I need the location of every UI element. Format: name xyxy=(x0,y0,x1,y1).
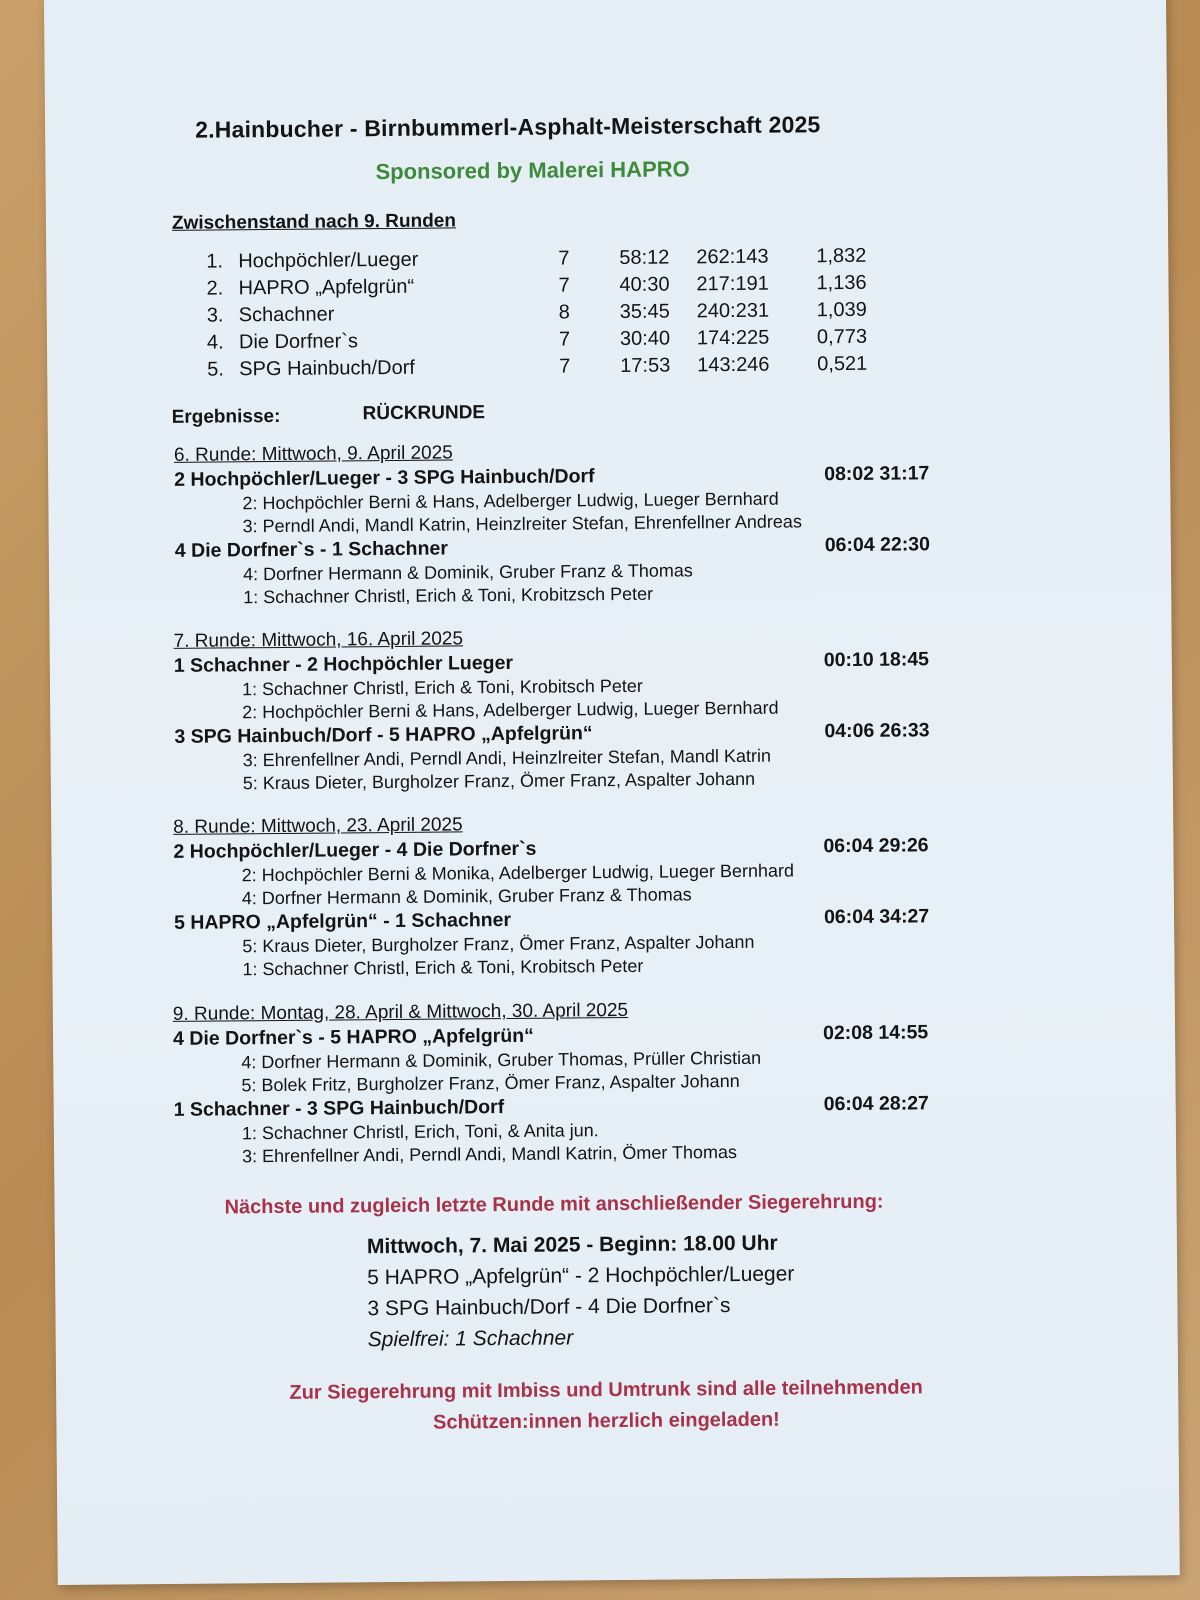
match-result: 06:04 28:27 xyxy=(823,1092,929,1116)
match xyxy=(173,834,974,912)
match-pairing: 4 Die Dorfner`s - 1 Schachner xyxy=(174,537,448,562)
ratio: 1,039 xyxy=(816,298,867,322)
team-lineup: 1: Schachner Christl, Erich, Toni, & Anita jun. xyxy=(241,1120,599,1144)
document-title: 2.Hainbucher - Birnbummerl-Asphalt-Meisterschaft 2025 xyxy=(195,111,821,143)
team-lineup: 4: Dorfner Hermann & Dominik, Gruber Thomas, Prüller Christian xyxy=(241,1047,762,1073)
points: 17:53 xyxy=(620,354,671,377)
round-block xyxy=(173,810,974,983)
games-played: 7 xyxy=(558,247,570,270)
team-lineup: 2: Hochpöchler Berni & Monika, Adelberger Ludwig, Lueger Bernhard xyxy=(241,860,795,886)
match xyxy=(174,905,975,983)
round-block xyxy=(174,624,975,797)
match-result: 00:10 18:45 xyxy=(823,648,930,672)
match xyxy=(175,533,976,611)
results-phase: RÜCKRUNDE xyxy=(362,402,486,425)
paper-sheet xyxy=(44,0,1180,1585)
match-pairing: 1 Schachner - 3 SPG Hainbuch/Dorf xyxy=(173,1096,505,1121)
team-lineup: 3: Ehrenfellner Andi, Perndl Andi, Heinzlreiter Stefan, Mandl Katrin xyxy=(242,745,772,771)
match-pairing: 5 HAPRO „Apfelgrün“ - 1 Schachner xyxy=(173,908,512,934)
points: 40:30 xyxy=(619,273,670,296)
games-played: 7 xyxy=(559,355,571,378)
round-heading: 9. Runde: Montag, 28. April & Mittwoch, 30. April 2025 xyxy=(172,999,629,1025)
team-lineup: 1: Schachner Christl, Erich & Toni, Krobitsch Peter xyxy=(241,675,643,700)
round-block xyxy=(174,438,975,611)
match-pairing: 2 Hochpöchler/Lueger - 3 SPG Hainbuch/Dorf xyxy=(174,465,595,491)
team-name: Hochpöchler/Lueger xyxy=(238,248,419,273)
standings-heading: Zwischenstand nach 9. Runden xyxy=(171,210,457,234)
score: 262:143 xyxy=(696,245,769,269)
team-lineup: 3: Perndl Andi, Mandl Katrin, Heinzlreiter Stefan, Ehrenfellner Andreas xyxy=(242,511,802,537)
match xyxy=(174,648,975,726)
rank: 2. xyxy=(206,277,224,300)
rank: 1. xyxy=(206,250,224,273)
score: 217:191 xyxy=(696,272,769,296)
score: 143:246 xyxy=(697,353,770,377)
match xyxy=(174,1092,975,1170)
invitation-text xyxy=(216,1372,997,1441)
team-name: HAPRO „Apfelgrün“ xyxy=(238,275,415,300)
next-round-match: 3 SPG Hainbuch/Dorf - 4 Die Dorfner`s xyxy=(367,1294,731,1321)
team-name: SPG Hainbuch/Dorf xyxy=(239,356,415,381)
round-heading: 8. Runde: Mittwoch, 23. April 2025 xyxy=(173,814,463,838)
invitation-line: Zur Siegerehrung mit Imbiss und Umtrunk sind alle teilnehmenden xyxy=(289,1376,923,1404)
sponsor-line: Sponsored by Malerei HAPRO xyxy=(375,156,690,185)
round-heading: 7. Runde: Mittwoch, 16. April 2025 xyxy=(173,628,464,652)
ratio: 1,832 xyxy=(816,244,867,268)
team-lineup: 3: Ehrenfellner Andi, Perndl Andi, Mandl Katrin, Ömer Thomas xyxy=(242,1141,738,1167)
match-result: 08:02 31:17 xyxy=(824,462,930,486)
match xyxy=(173,1021,974,1099)
team-lineup: 5: Kraus Dieter, Burgholzer Franz, Ömer Franz, Aspalter Johann xyxy=(242,768,756,794)
ratio: 0,773 xyxy=(816,325,868,349)
rank: 5. xyxy=(207,358,225,381)
document-content xyxy=(44,0,1180,1585)
next-round-block xyxy=(367,1232,795,1360)
match xyxy=(174,719,975,797)
next-round-date: Mittwoch, 7. Mai 2025 - Beginn: 18.00 Uhr xyxy=(366,1231,778,1259)
match-result: 06:04 22:30 xyxy=(824,533,931,557)
score: 174:225 xyxy=(696,326,770,350)
match-result: 04:06 26:33 xyxy=(824,719,930,743)
standings-table xyxy=(206,244,967,386)
results-label: Ergebnisse: xyxy=(171,405,281,428)
games-played: 7 xyxy=(558,274,570,297)
standings-row xyxy=(207,352,967,386)
match-pairing: 3 SPG Hainbuch/Dorf - 5 HAPRO „Apfelgrün“ xyxy=(174,722,593,748)
round-block xyxy=(173,997,974,1170)
points: 58:12 xyxy=(619,246,670,269)
round-heading: 6. Runde: Mittwoch, 9. April 2025 xyxy=(173,442,453,466)
match-result: 06:04 29:26 xyxy=(823,834,929,858)
next-round-match: 5 HAPRO „Apfelgrün“ - 2 Hochpöchler/Lueger xyxy=(367,1262,795,1290)
team-lineup: 5: Kraus Dieter, Burgholzer Franz, Ömer Franz, Aspalter Johann xyxy=(242,931,755,957)
score: 240:231 xyxy=(696,299,770,323)
team-name: Die Dorfner`s xyxy=(238,330,359,354)
match-pairing: 2 Hochpöchler/Lueger - 4 Die Dorfner`s xyxy=(173,837,537,863)
rank: 3. xyxy=(206,304,224,327)
ratio: 1,136 xyxy=(816,271,867,295)
next-round-bye: Spielfrei: 1 Schachner xyxy=(367,1326,574,1352)
team-lineup: 2: Hochpöchler Berni & Hans, Adelberger Ludwig, Lueger Bernhard xyxy=(242,488,779,514)
match-pairing: 1 Schachner - 2 Hochpöchler Lueger xyxy=(173,651,514,677)
games-played: 7 xyxy=(558,328,571,351)
team-lineup: 1: Schachner Christl, Erich & Toni, Krobitzsch Peter xyxy=(243,583,654,608)
rank: 4. xyxy=(206,331,224,354)
team-lineup: 4: Dorfner Hermann & Dominik, Gruber Franz & Thomas xyxy=(241,884,692,909)
team-lineup: 2: Hochpöchler Berni & Hans, Adelberger Ludwig, Lueger Bernhard xyxy=(242,697,779,723)
team-name: Schachner xyxy=(238,303,335,327)
match-result: 06:04 34:27 xyxy=(823,905,930,929)
points: 30:40 xyxy=(619,327,671,350)
team-lineup: 5: Bolek Fritz, Burgholzer Franz, Ömer Franz, Aspalter Johann xyxy=(241,1070,740,1096)
match-pairing: 4 Die Dorfner`s - 5 HAPRO „Apfelgrün“ xyxy=(172,1024,534,1050)
invitation-line: Schützen:innen herzlich eingeladen! xyxy=(432,1408,780,1434)
points: 35:45 xyxy=(619,300,670,323)
team-lineup: 1: Schachner Christl, Erich & Toni, Krobitsch Peter xyxy=(242,955,644,980)
next-round-heading: Nächste und zugleich letzte Runde mit anschließender Siegerehrung: xyxy=(224,1190,884,1219)
match xyxy=(174,462,975,540)
team-lineup: 4: Dorfner Hermann & Dominik, Gruber Franz & Thomas xyxy=(242,560,693,585)
ratio: 0,521 xyxy=(817,352,868,376)
games-played: 8 xyxy=(558,301,570,324)
match-result: 02:08 14:55 xyxy=(822,1021,929,1045)
